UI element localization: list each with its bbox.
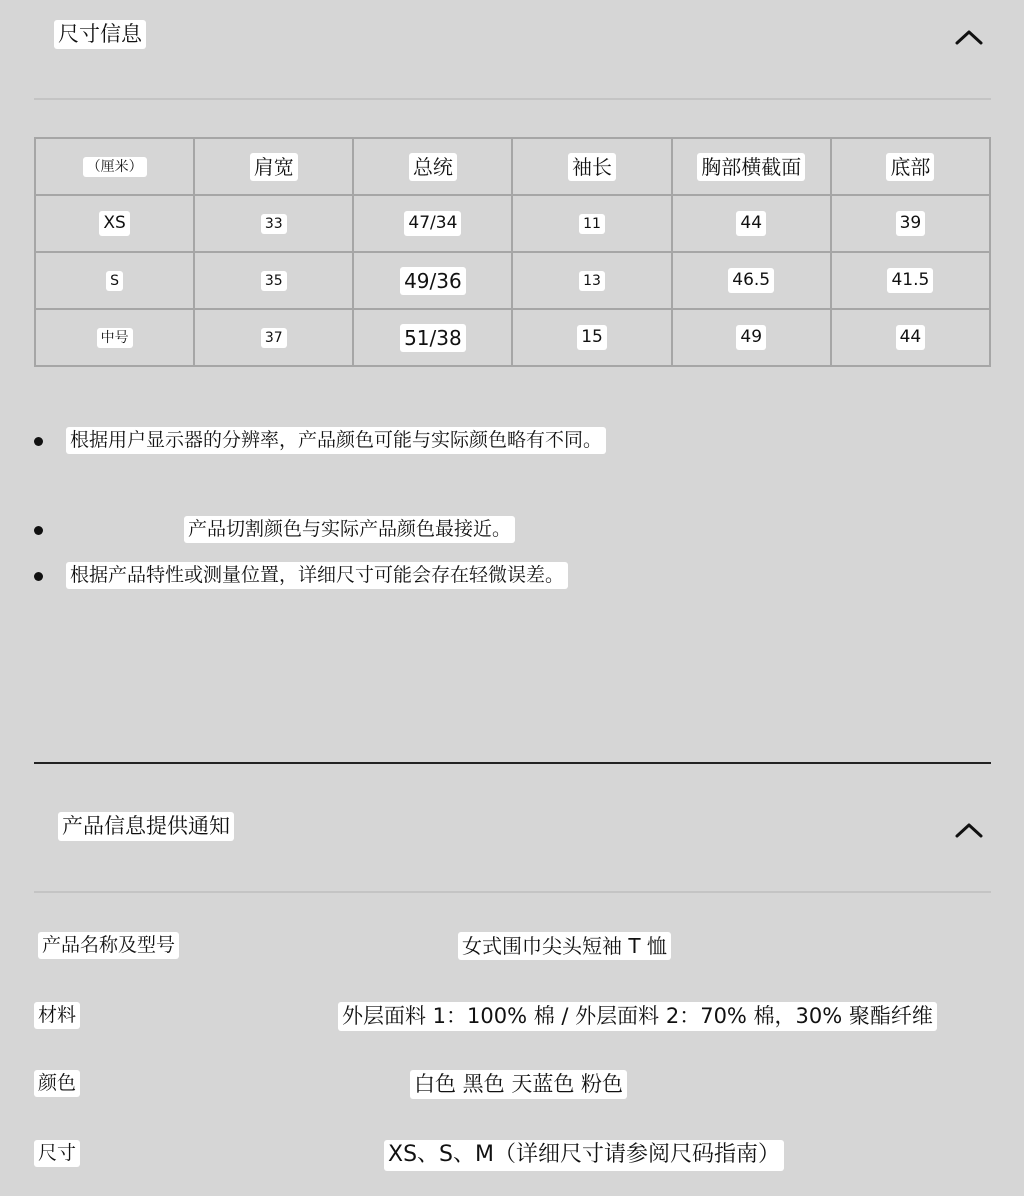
table-cell: 13 xyxy=(512,252,671,309)
list-item: 根据产品特性或测量位置，详细尺寸可能会存在轻微误差。 xyxy=(34,562,991,592)
table-header-length: 总统 xyxy=(353,138,512,195)
info-label: 产品名称及型号 xyxy=(38,932,179,959)
section-separator xyxy=(34,762,991,764)
table-cell: 11 xyxy=(512,195,671,252)
table-header-hem: 底部 xyxy=(831,138,990,195)
info-section-title: 产品信息提供通知 xyxy=(58,812,234,841)
size-chart-table xyxy=(34,137,991,367)
bullet-icon xyxy=(34,526,43,535)
table-row xyxy=(35,252,990,309)
table-cell: 46.5 xyxy=(672,252,831,309)
table-header-unit: （厘米） xyxy=(35,138,194,195)
table-cell: 33 xyxy=(194,195,353,252)
info-row-color xyxy=(34,1070,991,1104)
table-cell: 44 xyxy=(831,309,990,366)
bullet-icon xyxy=(34,437,43,446)
list-item: 根据用户显示器的分辨率，产品颜色可能与实际颜色略有不同。 xyxy=(34,427,991,457)
table-cell: 35 xyxy=(194,252,353,309)
chevron-up-icon[interactable] xyxy=(955,821,983,839)
info-value: XS、S、M（详细尺寸请参阅尺码指南） xyxy=(384,1140,784,1171)
table-cell: 15 xyxy=(512,309,671,366)
list-item: 产品切割颜色与实际产品颜色最接近。 xyxy=(34,516,991,546)
info-section-header[interactable] xyxy=(34,800,991,860)
table-cell-size: S xyxy=(35,252,194,309)
table-cell: 49 xyxy=(672,309,831,366)
info-label: 尺寸 xyxy=(34,1140,80,1167)
info-row-material xyxy=(34,1002,991,1036)
table-cell: 39 xyxy=(831,195,990,252)
info-value: 女式围巾尖头短袖 T 恤 xyxy=(458,932,671,960)
info-label: 材料 xyxy=(34,1002,80,1029)
info-section-divider xyxy=(34,891,991,893)
table-cell-size: XS xyxy=(35,195,194,252)
table-cell: 47/34 xyxy=(353,195,512,252)
table-cell-size: 中号 xyxy=(35,309,194,366)
table-header-chest: 胸部横截面 xyxy=(672,138,831,195)
table-cell: 51/38 xyxy=(353,309,512,366)
info-row-size xyxy=(34,1140,991,1174)
info-value: 外层面料 1：100% 棉 / 外层面料 2：70% 棉，30% 聚酯纤维 xyxy=(338,1002,937,1031)
table-row xyxy=(35,195,990,252)
table-header-sleeve: 袖长 xyxy=(512,138,671,195)
table-cell: 49/36 xyxy=(353,252,512,309)
size-section-title: 尺寸信息 xyxy=(54,20,146,49)
size-section-divider xyxy=(34,98,991,100)
table-cell: 41.5 xyxy=(831,252,990,309)
table-header-row xyxy=(35,138,990,195)
table-header-shoulder: 肩宽 xyxy=(194,138,353,195)
table-cell: 37 xyxy=(194,309,353,366)
info-value: 白色 黑色 天蓝色 粉色 xyxy=(410,1070,627,1099)
table-row xyxy=(35,309,990,366)
table-cell: 44 xyxy=(672,195,831,252)
info-row-product-name xyxy=(34,932,991,966)
info-label: 颜色 xyxy=(34,1070,80,1097)
bullet-icon xyxy=(34,572,43,581)
chevron-up-icon[interactable] xyxy=(955,28,983,46)
size-section-header[interactable] xyxy=(34,8,991,68)
